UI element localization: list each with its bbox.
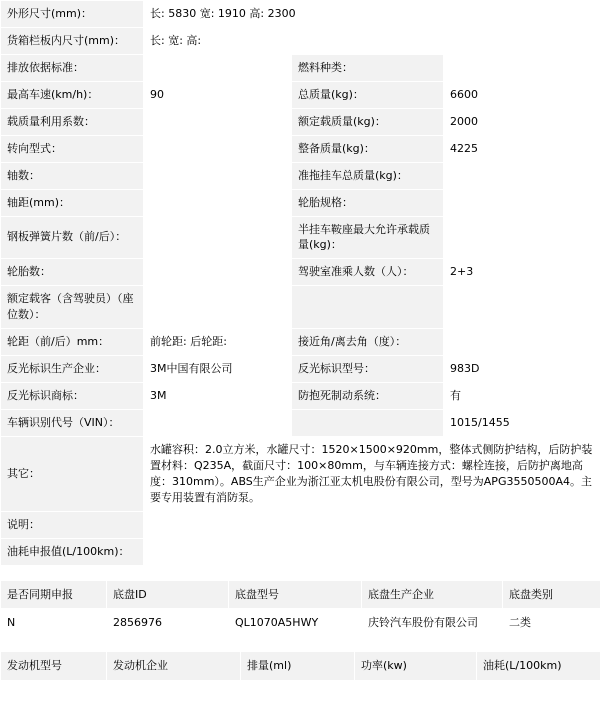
spec-label: 轴数： xyxy=(1,162,144,189)
spec-value xyxy=(144,108,292,135)
table-row xyxy=(1,162,600,189)
table-row xyxy=(1,329,600,356)
spec-label: 燃料种类： xyxy=(292,54,444,81)
spec-value xyxy=(444,216,600,259)
spec-value: 2+3 xyxy=(444,259,600,286)
spec-label: 整备质量(kg)： xyxy=(292,135,444,162)
chassis-header-cell: 底盘生产企业 xyxy=(362,580,503,608)
engine-cell xyxy=(1,680,107,708)
spec-label: 准拖挂车总质量(kg)： xyxy=(292,162,444,189)
spec-value: 1015/1455 xyxy=(444,410,600,437)
spec-label: 反光标识型号： xyxy=(292,356,444,383)
table-row xyxy=(1,135,600,162)
spec-value xyxy=(444,286,600,329)
engine-header-row xyxy=(1,652,600,680)
fuel-label: 油耗申报值(L/100km)： xyxy=(1,538,144,565)
spec-value xyxy=(144,54,292,81)
table-row xyxy=(1,608,600,636)
table-row xyxy=(1,54,600,81)
spec-label: 外形尺寸(mm)： xyxy=(1,1,144,28)
chassis-header-cell: 底盘ID xyxy=(107,580,229,608)
engine-header-cell: 发动机企业 xyxy=(107,652,241,680)
spec-value xyxy=(144,162,292,189)
engine-header-cell: 功率(kw) xyxy=(355,652,477,680)
spec-label: 接近角/离去角（度）： xyxy=(292,329,444,356)
spec-label: 额定载质量(kg)： xyxy=(292,108,444,135)
spec-value xyxy=(444,162,600,189)
spec-value: 6600 xyxy=(444,81,600,108)
spec-label: 轮胎规格： xyxy=(292,189,444,216)
table-row xyxy=(1,286,600,329)
engine-cell xyxy=(355,680,477,708)
spec-value: 3M中国有限公司 xyxy=(144,356,292,383)
fuel-value xyxy=(144,538,600,565)
spec-label: 最高车速(km/h)： xyxy=(1,81,144,108)
spec-label: 载质量利用系数： xyxy=(1,108,144,135)
spec-label: 防抱死制动系统： xyxy=(292,383,444,410)
engine-header-cell: 排量(ml) xyxy=(241,652,355,680)
table-row xyxy=(1,259,600,286)
spec-value xyxy=(444,54,600,81)
chassis-header-row xyxy=(1,580,600,608)
spec-label: 轮距（前/后）mm： xyxy=(1,329,144,356)
table-row xyxy=(1,81,600,108)
spec-label xyxy=(292,286,444,329)
chassis-header-cell: 是否同期申报 xyxy=(1,580,107,608)
spec-label: 总质量(kg)： xyxy=(292,81,444,108)
table-row xyxy=(1,189,600,216)
chassis-header-cell: 底盘型号 xyxy=(229,580,362,608)
note-value xyxy=(144,511,600,538)
chassis-cell: 2856976 xyxy=(107,608,229,636)
table-row-fuel xyxy=(1,538,600,565)
spec-value: 长: 宽: 高: xyxy=(144,27,600,54)
spec-value xyxy=(144,410,292,437)
table-row xyxy=(1,410,600,437)
spec-label: 额定载客（含驾驶员）（座位数）： xyxy=(1,286,144,329)
section-divider xyxy=(0,566,600,580)
other-label: 其它： xyxy=(1,436,144,511)
table-row xyxy=(1,216,600,259)
engine-cell xyxy=(241,680,355,708)
chassis-cell: 庆铃汽车股份有限公司 xyxy=(362,608,503,636)
chassis-cell: 二类 xyxy=(503,608,600,636)
table-row-note xyxy=(1,511,600,538)
table-row xyxy=(1,383,600,410)
table-row xyxy=(1,680,600,708)
engine-table xyxy=(0,651,600,709)
spec-value: 有 xyxy=(444,383,600,410)
spec-value xyxy=(144,135,292,162)
spec-value: 前轮距: 后轮距: xyxy=(144,329,292,356)
other-value: 水罐容积：2.0立方米，水罐尺寸：1520×1500×920mm，整体式侧防护结构，后防护装置材料：Q235A，截面尺寸：100×80mm，与车辆连接方式：螺栓连接，后防护离地高度：310mm）。ABS生产企业为浙江亚太机电股份有限公司，型号为APG3550500A4。主要专用装置有消防泵。 xyxy=(144,436,600,511)
table-row xyxy=(1,356,600,383)
spec-label: 驾驶室准乘人数（人）： xyxy=(292,259,444,286)
spec-value xyxy=(144,259,292,286)
spec-label: 车辆识别代号（VIN）： xyxy=(1,410,144,437)
spec-label: 轴距(mm)： xyxy=(1,189,144,216)
spec-value: 90 xyxy=(144,81,292,108)
spec-value: 长: 5830 宽: 1910 高: 2300 xyxy=(144,1,600,28)
note-label: 说明： xyxy=(1,511,144,538)
spec-value: 3M xyxy=(144,383,292,410)
chassis-table xyxy=(0,580,600,638)
spec-label: 排放依据标准： xyxy=(1,54,144,81)
spec-value: 2000 xyxy=(444,108,600,135)
engine-cell xyxy=(477,680,600,708)
spec-value xyxy=(444,189,600,216)
spec-label: 反光标识生产企业： xyxy=(1,356,144,383)
spec-value: 4225 xyxy=(444,135,600,162)
engine-header-cell: 油耗(L/100km) xyxy=(477,652,600,680)
table-row xyxy=(1,1,600,28)
spec-label: 转向型式： xyxy=(1,135,144,162)
spec-value xyxy=(144,189,292,216)
table-row xyxy=(1,108,600,135)
table-row xyxy=(1,27,600,54)
table-row-other xyxy=(1,436,600,511)
spec-label: 轮胎数： xyxy=(1,259,144,286)
section-divider xyxy=(0,637,600,651)
spec-label xyxy=(292,410,444,437)
chassis-cell: QL1070A5HWY xyxy=(229,608,362,636)
spec-label: 半挂车鞍座最大允许承载质量(kg)： xyxy=(292,216,444,259)
spec-value: 983D xyxy=(444,356,600,383)
chassis-header-cell: 底盘类别 xyxy=(503,580,600,608)
spec-value xyxy=(444,329,600,356)
spec-value xyxy=(144,286,292,329)
spec-label: 反光标识商标： xyxy=(1,383,144,410)
spec-label: 钢板弹簧片数（前/后）： xyxy=(1,216,144,259)
engine-cell xyxy=(107,680,241,708)
engine-header-cell: 发动机型号 xyxy=(1,652,107,680)
chassis-cell: N xyxy=(1,608,107,636)
spec-value xyxy=(144,216,292,259)
spec-label: 货箱栏板内尺寸(mm)： xyxy=(1,27,144,54)
